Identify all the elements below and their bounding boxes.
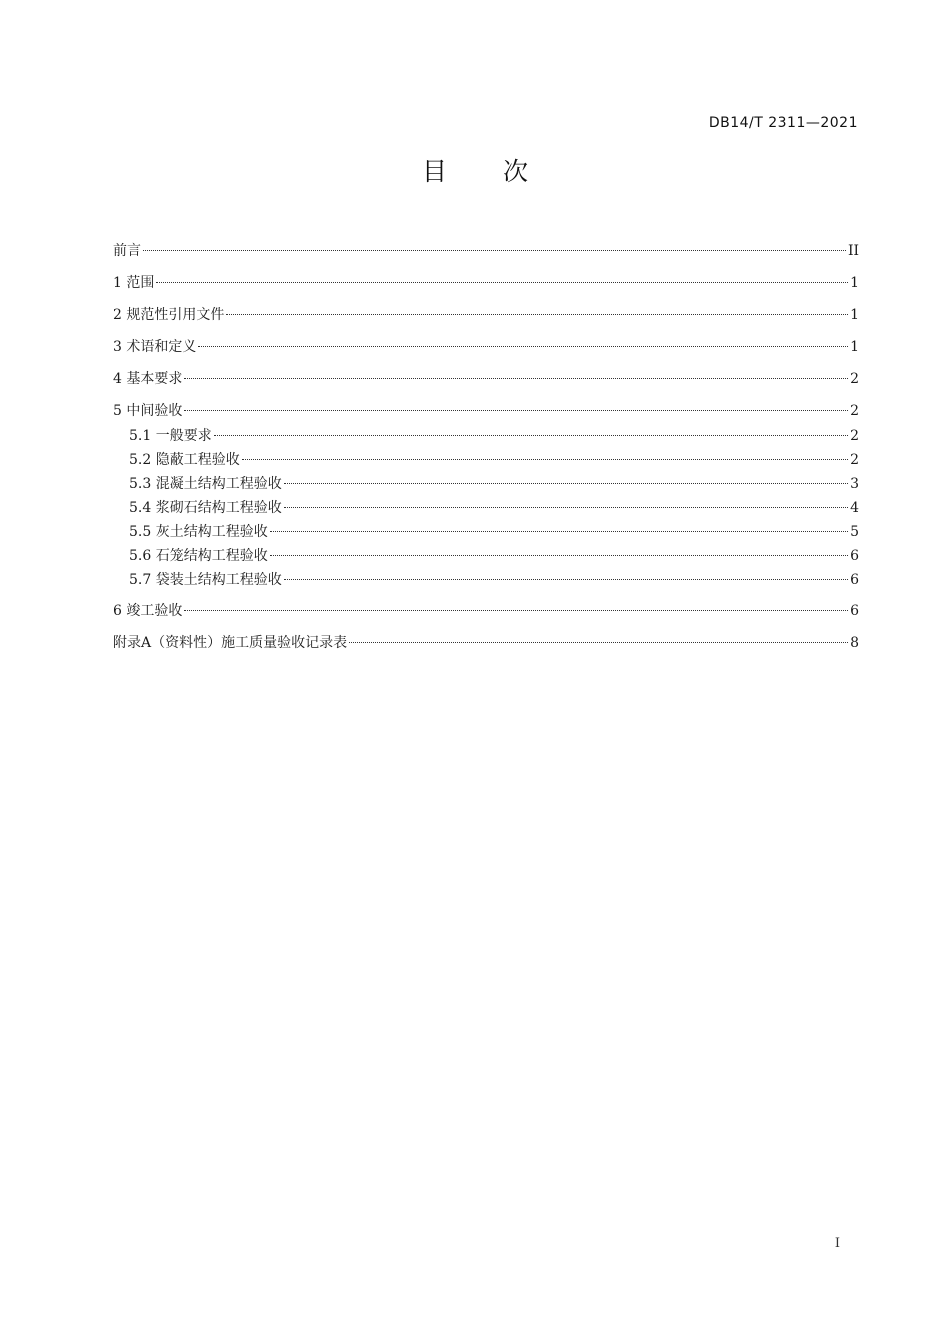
toc-entry[interactable] (113, 632, 859, 654)
toc-entry-page: 5 (850, 524, 859, 540)
dot-leader (184, 378, 848, 379)
toc-entry-label: 附录A（资料性）施工质量验收记录表 (113, 635, 348, 651)
toc-entry-label: 5.3 混凝土结构工程验收 (129, 476, 282, 492)
toc-entry-label: 前言 (113, 243, 141, 259)
toc-entry-label: 2 规范性引用文件 (113, 307, 225, 323)
toc-subentry[interactable] (129, 569, 859, 591)
toc-entry[interactable] (113, 368, 859, 390)
title-char-2: 次 (502, 157, 528, 186)
dot-leader (198, 346, 848, 347)
toc-subentry[interactable] (129, 521, 859, 543)
toc-entry-label: 5.5 灰土结构工程验收 (129, 524, 268, 540)
toc-entry-label: 3 术语和定义 (113, 339, 197, 355)
toc-entry-page: 2 (850, 428, 859, 444)
toc-entry[interactable] (113, 336, 859, 358)
toc-entry-page: 6 (850, 572, 859, 588)
toc-entry-label: 5.6 石笼结构工程验收 (129, 548, 268, 564)
dot-leader (270, 531, 848, 532)
page-number: I (834, 1236, 840, 1251)
toc-entry[interactable] (113, 600, 859, 622)
dot-leader (214, 435, 848, 436)
toc-subentry[interactable] (129, 545, 859, 567)
toc-entry-label: 4 基本要求 (113, 371, 183, 387)
dot-leader (349, 642, 848, 643)
toc-entry-page: 2 (850, 452, 859, 468)
dot-leader (143, 250, 846, 251)
toc-entry-page: 2 (850, 371, 859, 387)
dot-leader (284, 579, 848, 580)
toc-subentry[interactable] (129, 497, 859, 519)
toc-entry-page: 6 (850, 603, 859, 619)
toc-entry[interactable] (113, 400, 859, 422)
toc-entry-page: II (847, 243, 859, 259)
dot-leader (184, 410, 848, 411)
toc-entry[interactable] (113, 272, 859, 294)
dot-leader (226, 314, 848, 315)
dot-leader (284, 483, 848, 484)
toc-entry-page: 3 (850, 476, 859, 492)
dot-leader (184, 610, 848, 611)
toc-entry-page: 6 (850, 548, 859, 564)
toc-entry[interactable] (113, 240, 859, 262)
dot-leader (270, 555, 848, 556)
toc-subentry[interactable] (129, 425, 859, 447)
toc-entry-label: 5.1 一般要求 (129, 428, 212, 444)
document-code: DB14/T 2311—2021 (708, 115, 858, 131)
toc-subentry[interactable] (129, 449, 859, 471)
toc-entry-page: 4 (850, 500, 859, 516)
toc-entry-page: 1 (850, 339, 859, 355)
title-char-1: 目 (422, 157, 448, 186)
toc-entry-label: 6 竣工验收 (113, 603, 183, 619)
toc-entry-page: 1 (850, 275, 859, 291)
toc-entry-label: 5.7 袋装土结构工程验收 (129, 572, 282, 588)
toc-entry-label: 1 范围 (113, 275, 155, 291)
toc-entry-page: 1 (850, 307, 859, 323)
toc-entry-page: 2 (850, 403, 859, 419)
toc-entry-label: 5 中间验收 (113, 403, 183, 419)
toc-entry-label: 5.2 隐蔽工程验收 (129, 452, 240, 468)
toc-entry[interactable] (113, 304, 859, 326)
toc-entry-label: 5.4 浆砌石结构工程验收 (129, 500, 282, 516)
toc-entry-page: 8 (850, 635, 859, 651)
dot-leader (284, 507, 848, 508)
dot-leader (156, 282, 848, 283)
page-title (0, 152, 950, 188)
dot-leader (242, 459, 848, 460)
toc-subentry[interactable] (129, 473, 859, 495)
